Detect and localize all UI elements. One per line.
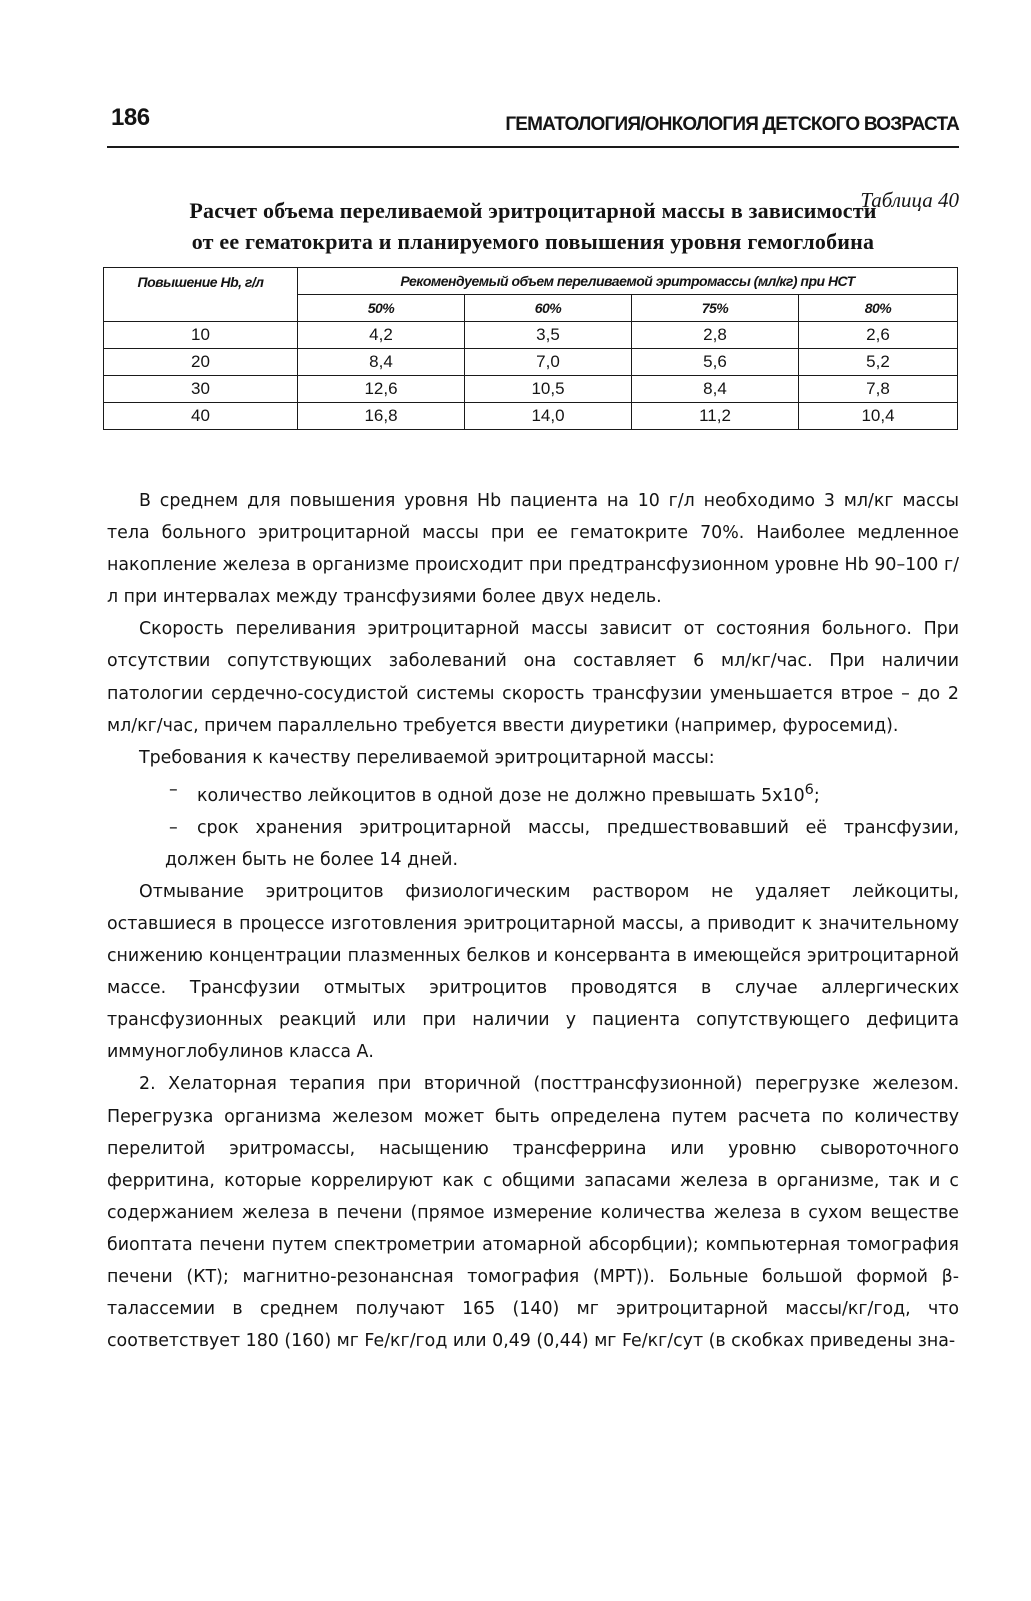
running-head [107, 100, 959, 148]
paragraph: Требования к качеству переливаемой эритроцитарной массы: [139, 747, 715, 768]
table-caption-line: Расчет объема переливаемой эритроцитарной массы в зависимости [189, 198, 877, 223]
list-item [107, 774, 959, 812]
column-header: 75% [632, 295, 799, 322]
paragraph: 2. Хелаторная терапия при вторичной (посттрансфузионной) перегрузке железом. Перегрузка организма железом может быть определена путем расчета по количеству перелитой эритромассы, насыщению трансферрина или уровню сывороточного ферритина, которые коррелируют как с общими запасами железа в организме, так и с содержанием железа в печени (прямое измерение количества железа в сухом веществе биоптата печени путем спектрометрии атомарной абсорбции); компьютерная томография печени (КТ); магнитно-резонансная томография (МРТ)). Больные большой формой β-талассемии в среднем получают 165 (140) мг эритроцитарной массы/кг/год, что соответствует 180 (160) мг Fe/кг/год или 0,49 (0,44) мг Fe/кг/сут (в скобках приведены зна- [107, 1074, 959, 1352]
table-cell: 10,4 [799, 403, 958, 430]
group-header: Рекомендуемый объем переливаемой эритромассы (мл/кг) при НСТ [298, 268, 958, 295]
table-cell: 2,6 [799, 322, 958, 349]
dash-marker: – [169, 817, 178, 838]
book-title: ГЕМАТОЛОГИЯ/ОНКОЛОГИЯ ДЕТСКОГО ВОЗРАСТА [505, 114, 959, 135]
paragraph: Скорость переливания эритроцитарной массы зависит от состояния больного. При отсутствии сопутствующих заболеваний она составляет 6 мл/кг/час. При наличии патологии сердечно-сосудистой системы скорость трансфузии уменьшается втрое – до 2 мл/кг/час, причем параллельно требуется ввести диуретики (например, фуросемид). [107, 619, 959, 736]
page-number: 186 [111, 104, 150, 131]
paragraph: В среднем для повышения уровня Hb пациента на 10 г/л необходимо 3 мл/кг массы тела больного эритроцитарной массы при ее гематокрите 70%. Наиболее медленное накопление железа в организме происходит при предтрансфузионном уровне Hb 90–100 г/л при интервалах между трансфузиями более двух недель. [107, 491, 959, 608]
table-row [104, 376, 958, 403]
paragraph: Отмывание эритроцитов физиологическим раствором не удаляет лейкоциты, оставшиеся в процессе изготовления эритроцитарной массы, а приводит к значительному снижению концентрации плазменных белков и консерванта в имеющейся эритроцитарной массе. Трансфузии отмытых эритроцитов проводятся в случае аллергических трансфузионных реакций или при наличии у пациента сопутствующего дефицита иммуноглобулинов класса А. [107, 881, 959, 1063]
table-cell: 7,0 [465, 349, 632, 376]
table-cell: 5,2 [799, 349, 958, 376]
list-item-text: количество лейкоцитов в одной дозе не должно превышать 5х10 [197, 785, 805, 806]
body-text [107, 485, 959, 1357]
column-header: 60% [465, 295, 632, 322]
table-cell: 8,4 [298, 349, 465, 376]
hb-cell: 20 [104, 349, 298, 376]
dash-marker: – [169, 779, 178, 800]
table-cell: 14,0 [465, 403, 632, 430]
hb-cell: 30 [104, 376, 298, 403]
table-cell: 5,6 [632, 349, 799, 376]
hb-cell: 10 [104, 322, 298, 349]
table-cell: 10,5 [465, 376, 632, 403]
table-cell: 11,2 [632, 403, 799, 430]
table-caption-line: от ее гематокрита и планируемого повышения уровня гемоглобина [191, 229, 875, 254]
table-row [104, 322, 958, 349]
list-item-text: срок хранения эритроцитарной массы, предшествовавший её трансфузии, должен быть не более 14 дней. [165, 817, 959, 870]
table-cell: 16,8 [298, 403, 465, 430]
table-header-row [104, 268, 958, 295]
list-item-end: ; [813, 785, 820, 806]
column-header: 50% [298, 295, 465, 322]
row-header: Повышение Hb, г/л [104, 268, 298, 322]
table-label: Таблица 40 [860, 188, 959, 212]
table-cell: 8,4 [632, 376, 799, 403]
table-cell: 2,8 [632, 322, 799, 349]
table-cell: 12,6 [298, 376, 465, 403]
column-header: 80% [799, 295, 958, 322]
hb-cell: 40 [104, 403, 298, 430]
table-cell: 3,5 [465, 322, 632, 349]
table-cell: 7,8 [799, 376, 958, 403]
data-table [103, 267, 958, 430]
table-caption [107, 195, 959, 257]
table-row [104, 349, 958, 376]
superscript: 6 [804, 781, 814, 798]
table-row [104, 403, 958, 430]
list-item [107, 812, 959, 876]
table-cell: 4,2 [298, 322, 465, 349]
